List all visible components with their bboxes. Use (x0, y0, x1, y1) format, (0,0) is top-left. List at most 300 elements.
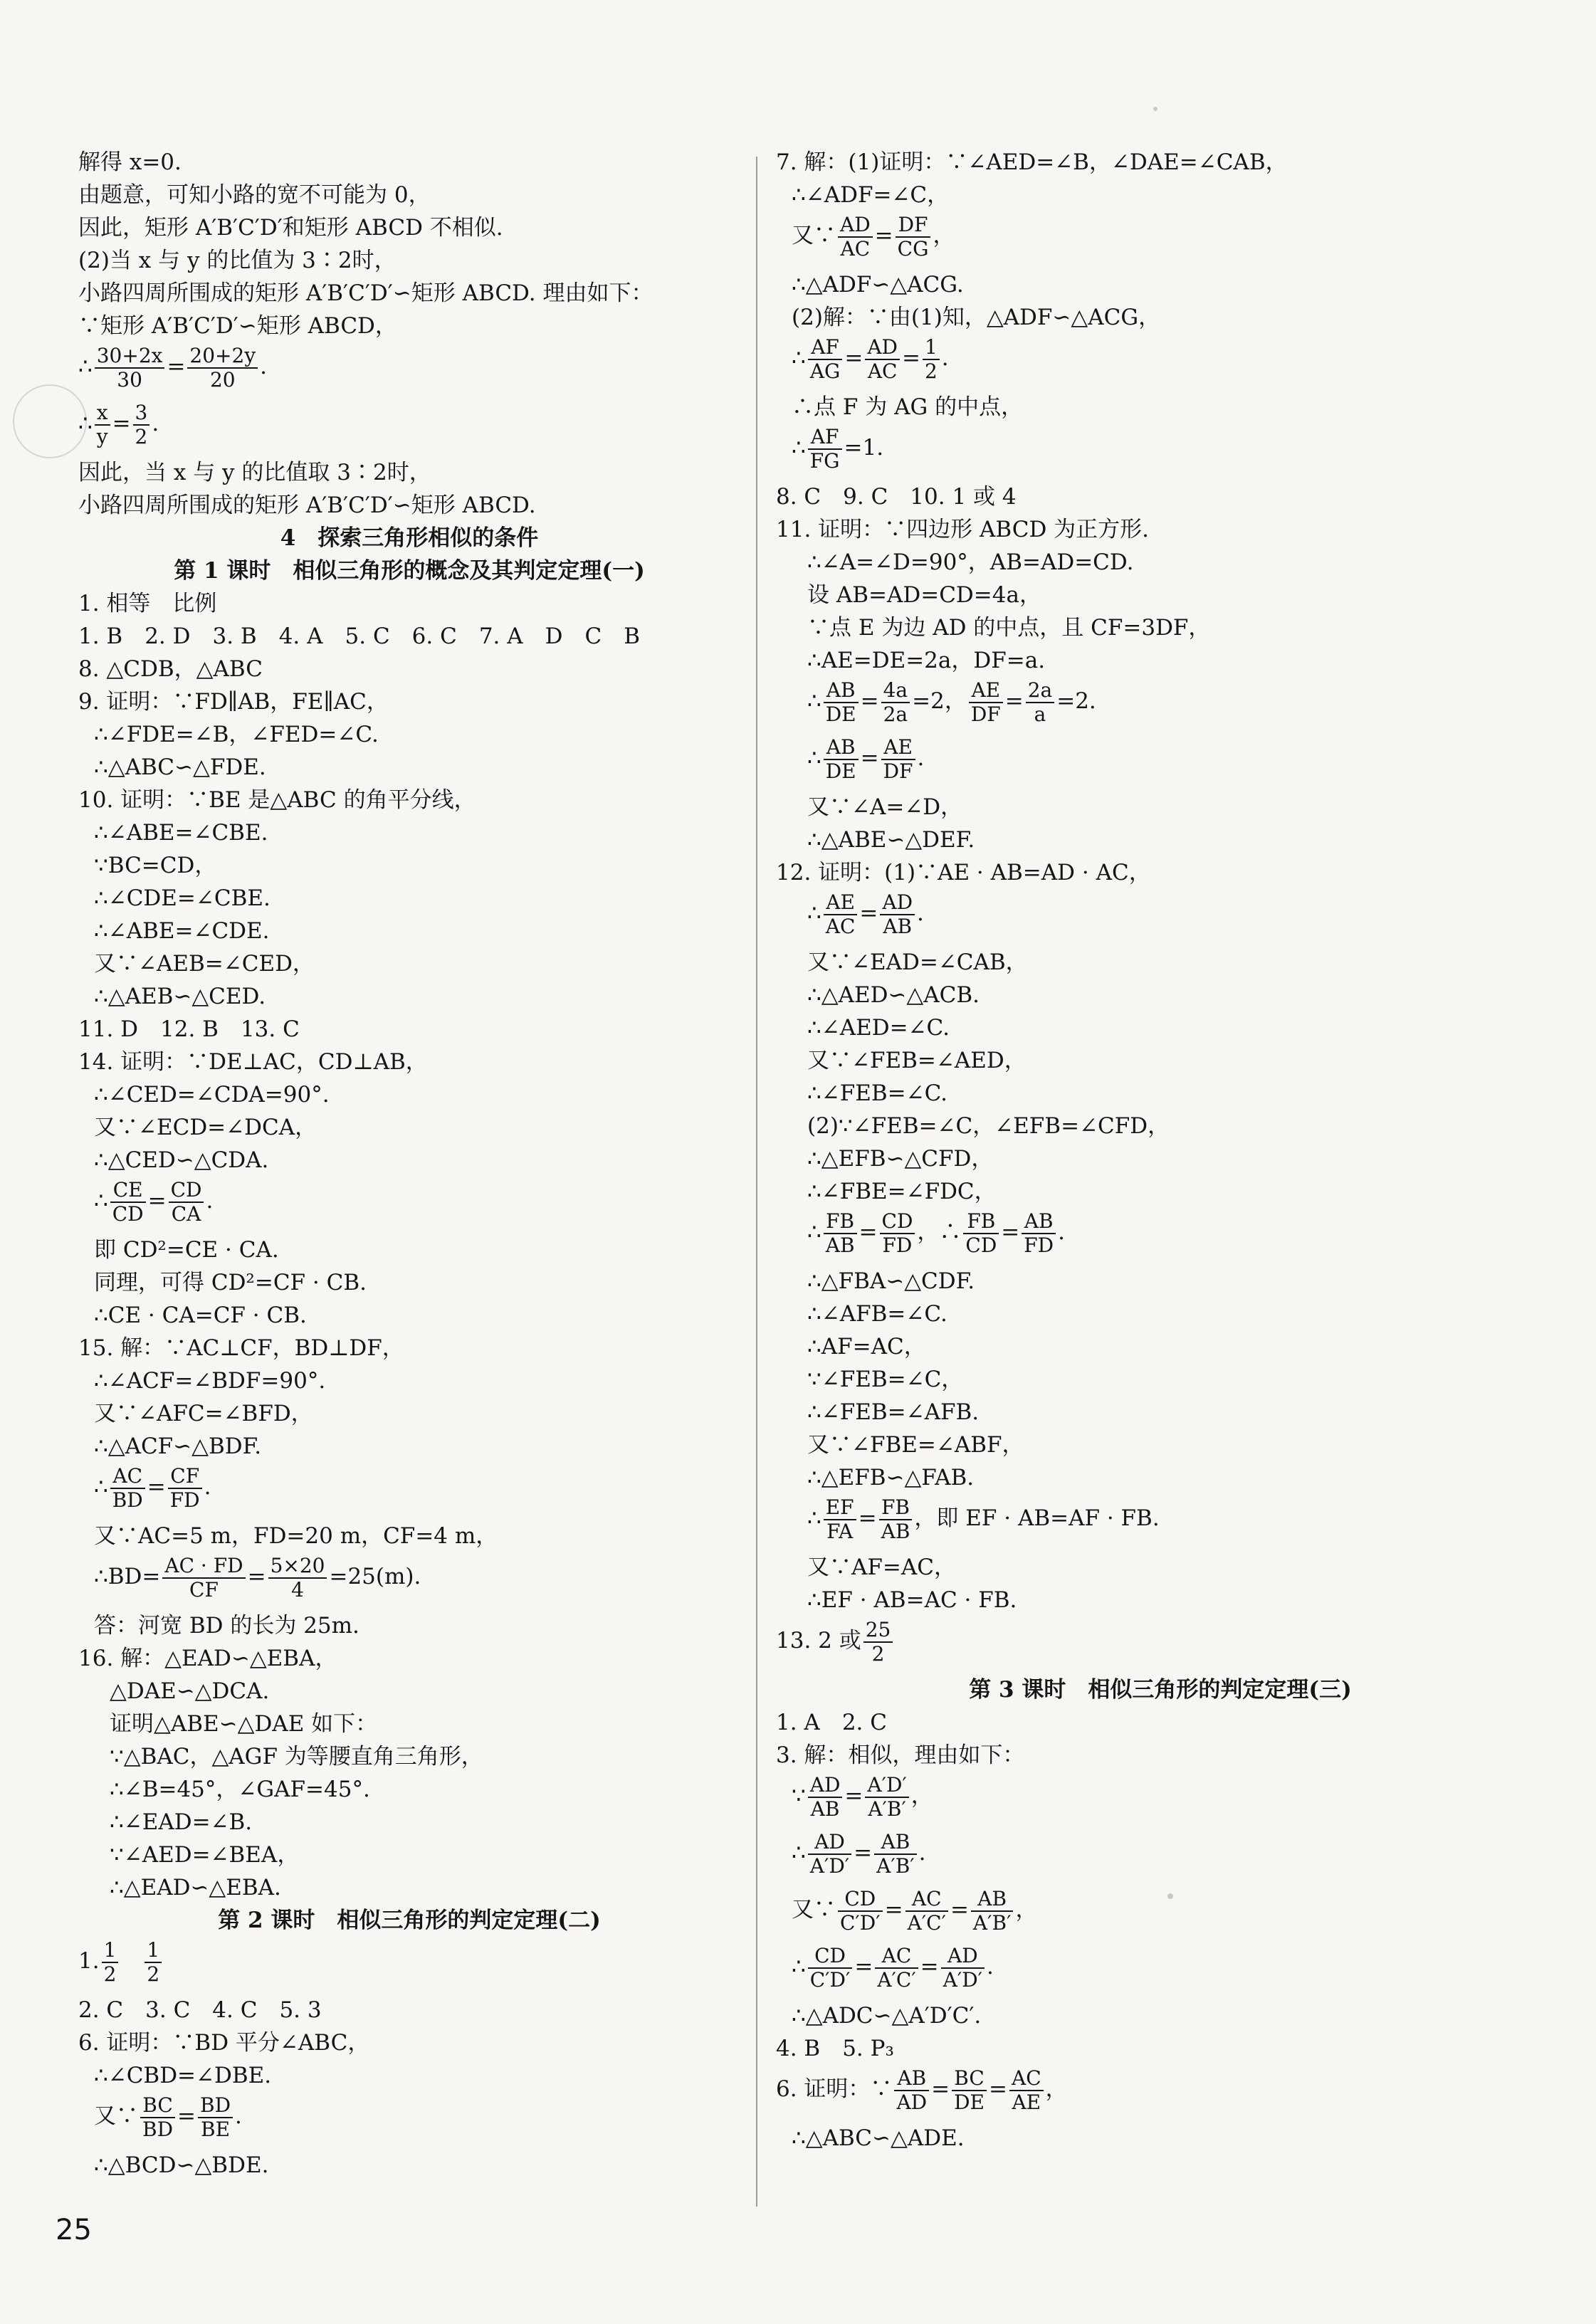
denominator: AC (825, 914, 856, 938)
denominator: AC (840, 236, 871, 261)
fraction (198, 2094, 233, 2141)
numerator: CD (880, 1210, 915, 1234)
answer-line: 又∵AC=5 m，FD=20 m，CF=4 m， (94, 1523, 498, 1549)
answer-line: 小路四周所围成的矩形 A′B′C′D′∽矩形 ABCD. (78, 493, 536, 518)
denominator: DE (825, 702, 856, 726)
denominator: A′C′ (907, 1910, 946, 1935)
text-run: 13. 2 或 (776, 1628, 861, 1653)
answer-line (78, 2092, 740, 2149)
answer-line: ∵∠AED=∠BEA， (110, 1842, 300, 1868)
text-run: = (988, 2076, 1007, 2102)
answer-line (776, 1494, 1545, 1551)
numerator: 1 (145, 1939, 162, 1963)
text-run: 1. (78, 1948, 100, 1974)
answer-line: ∴△ABC∽△ADE. (792, 2125, 965, 2151)
denominator: a (1034, 702, 1046, 726)
text-run: . (987, 1954, 994, 1979)
answer-line: ∴∠B=45°，∠GAF=45°. (110, 1777, 370, 1802)
answer-line: (2)当 x 与 y 的比值为 3∶2时， (78, 248, 397, 273)
text-run: ∴ (807, 900, 821, 926)
numerator: AF (808, 336, 843, 360)
numerator: CD (808, 1945, 853, 1969)
answer-line: 又∵∠ECD=∠DCA， (94, 1115, 317, 1140)
numerator: AC (905, 1888, 948, 1912)
text-run: = (844, 1783, 863, 1809)
text-run: ，即 EF · AB=AF · FB. (914, 1505, 1160, 1531)
text-run: . (235, 2103, 242, 2129)
numerator: AB (971, 1888, 1014, 1912)
answer-line: 因此，当 x 与 y 的比值取 3∶2时， (78, 460, 431, 485)
numerator: AC (875, 1945, 918, 1969)
fraction (971, 1888, 1014, 1935)
denominator: C′D′ (809, 1967, 851, 1992)
denominator: 20 (209, 367, 236, 391)
numerator: AB (1022, 1210, 1056, 1234)
fraction (865, 336, 900, 383)
text-run: . (152, 411, 159, 436)
text-run: =25(m). (329, 1564, 421, 1589)
answer-line: ∵∠FEB=∠C， (807, 1367, 964, 1392)
answer-line: ∵矩形 A′B′C′D′∽矩形 ABCD， (78, 313, 397, 339)
fraction (896, 214, 931, 261)
numerator: BC (140, 2094, 175, 2118)
numerator: AC (1009, 2067, 1044, 2091)
text-run: ∴ (807, 1219, 821, 1245)
text-run: = (147, 1474, 166, 1500)
answer-line: ∴∠ADF=∠C， (792, 182, 950, 208)
text-run: = (844, 345, 863, 371)
fraction (110, 1179, 146, 1226)
fraction (110, 1465, 145, 1512)
answer-line: ∴△FBA∽△CDF. (807, 1268, 975, 1294)
text-run: = (177, 2103, 196, 2129)
fraction (905, 1888, 948, 1935)
answer-line: 3. 解：相似，理由如下： (776, 1742, 1025, 1768)
answer-line: ∴△EFB∽△CFD， (807, 1146, 994, 1172)
answer-line: ∵BC=CD， (94, 853, 217, 878)
answer-line: 1. A 2. C (776, 1710, 887, 1735)
denominator: FA (826, 1519, 854, 1543)
text-run: ∴ (792, 1840, 806, 1866)
answer-line: 6. 证明：∵BD 平分∠ABC， (78, 2030, 370, 2056)
text-run: ∴ (807, 688, 821, 714)
fraction (187, 345, 258, 391)
denominator: BD (142, 2117, 174, 2141)
fraction (824, 891, 858, 938)
fraction (808, 336, 843, 383)
text-run: = (247, 1564, 266, 1589)
text-run: = (854, 1954, 873, 1979)
fraction (824, 736, 859, 783)
fraction (808, 1945, 853, 1992)
section-heading: 第 1 课时 相似三角形的概念及其判定定理(一) (174, 558, 645, 584)
answer-line: ∴△CED∽△CDA. (94, 1147, 269, 1173)
numerator: AB (824, 736, 859, 760)
answer-line: 11. D 12. B 13. C (78, 1016, 300, 1042)
text-run: . (918, 1840, 926, 1866)
answer-line (776, 1942, 1545, 1999)
answer-line: ∴∠ACF=∠BDF=90°. (94, 1368, 326, 1394)
denominator: A′B′ (876, 1854, 915, 1878)
text-run: ∵ (792, 1783, 806, 1809)
numerator: AE (824, 891, 858, 915)
text-run: ∴ (94, 1188, 108, 1214)
answer-line: ∴∠FBE=∠FDC， (807, 1179, 997, 1204)
numerator: 2a (1026, 679, 1055, 703)
answer-line: (2)∵∠FEB=∠C，∠EFB=∠CFD， (807, 1113, 1170, 1139)
answer-line: 15. 解：∵AC⊥CF，BD⊥DF， (78, 1335, 404, 1361)
denominator: A′C′ (877, 1967, 916, 1992)
numerator: AD (941, 1945, 985, 1969)
answer-line: 1. 相等 比例 (78, 591, 217, 616)
text-run: ∴ (94, 1474, 108, 1500)
section-heading: 第 2 课时 相似三角形的判定定理(二) (218, 1908, 601, 1933)
answer-line: 解得 x=0. (78, 149, 182, 175)
answer-line: 11. 证明：∵四边形 ABCD 为正方形. (776, 517, 1150, 542)
numerator: BC (952, 2067, 987, 2091)
text-run: ∴ (807, 745, 821, 771)
fraction (969, 679, 1003, 726)
text-run: = (860, 745, 879, 771)
fraction (1009, 2067, 1044, 2114)
numerator: 3 (133, 401, 150, 426)
text-run: ∴ (78, 411, 93, 436)
denominator: AB (825, 1233, 855, 1257)
answer-line (78, 399, 740, 456)
denominator: AB (883, 914, 913, 938)
answer-line: 10. 证明：∵BE 是△ABC 的角平分线， (78, 787, 476, 813)
answer-line: 9. 证明：∵FD∥AB，FE∥AC， (78, 689, 389, 715)
fraction (1026, 679, 1055, 726)
answer-line: ∴∠ABE=∠CBE. (94, 820, 268, 846)
text-run: . (941, 345, 949, 371)
fraction (838, 1888, 883, 1935)
fraction (808, 426, 842, 473)
denominator: y (96, 424, 108, 448)
answer-line: ∴△ADC∽△A′D′C′. (792, 2003, 982, 2029)
answer-line (78, 1463, 740, 1520)
denominator: AB (810, 1797, 840, 1821)
numerator: 1 (923, 336, 940, 360)
answer-line: 16. 解：△EAD∽△EBA， (78, 1646, 337, 1671)
denominator: A′B′ (972, 1910, 1012, 1935)
numerator: FB (963, 1210, 999, 1234)
denominator: BD (112, 1488, 143, 1512)
numerator: AB (824, 679, 859, 703)
fraction (874, 1831, 917, 1878)
fraction (879, 1496, 913, 1543)
fraction (102, 1939, 119, 1986)
answer-line (776, 1208, 1545, 1265)
fraction (808, 1774, 843, 1821)
text-run: = (1004, 688, 1024, 714)
numerator: 4a (881, 679, 910, 703)
answer-line: ∴AF=AC， (807, 1334, 926, 1360)
text-run: . (917, 745, 925, 771)
numerator: AD (808, 1774, 843, 1798)
numerator: x (95, 401, 110, 426)
fraction (1022, 1210, 1056, 1257)
fraction (824, 1496, 856, 1543)
answer-line: 8. △CDB，△ABC (78, 656, 263, 682)
numerator: 30+2x (95, 345, 165, 369)
text-run: = (858, 1505, 877, 1531)
numerator: AC · FD (162, 1555, 245, 1579)
answer-line: 14. 证明：∵DE⊥AC，CD⊥AB， (78, 1049, 428, 1075)
denominator: AB (881, 1519, 910, 1543)
answer-line (776, 889, 1545, 946)
denominator: 2a (883, 702, 908, 726)
answer-line: 答：河宽 BD 的长为 25m. (94, 1613, 359, 1639)
denominator: DE (825, 759, 856, 783)
denominator: DE (954, 2090, 985, 2114)
denominator: 2 (135, 424, 148, 448)
answer-line (78, 1177, 740, 1234)
fraction (865, 1774, 908, 1821)
answer-line: 设 AB=AD=CD=4a， (807, 582, 1041, 608)
left-column (78, 146, 740, 2182)
answer-line: ∴△ADF∽△ACG. (792, 272, 964, 298)
numerator: A′D′ (865, 1774, 908, 1798)
numerator: CD (838, 1888, 883, 1912)
numerator: 20+2y (187, 345, 258, 369)
numerator: FB (824, 1210, 857, 1234)
answer-line: ∴∠AED=∠C. (807, 1015, 950, 1041)
numerator: AF (808, 426, 842, 450)
answer-line (776, 334, 1545, 391)
denominator: AG (809, 359, 841, 383)
denominator: A′D′ (943, 1967, 983, 1992)
numerator: 25 (863, 1619, 893, 1643)
text-run: ∴ (792, 345, 806, 371)
fraction (952, 2067, 987, 2114)
text-run: ∴ (78, 354, 93, 379)
answer-line: 8. C 9. C 10. 1 或 4 (776, 484, 1017, 510)
answer-line: 12. 证明：(1)∵AE · AB=AD · AC， (776, 860, 1151, 885)
answer-line: 证明△ABE∽△DAE 如下： (110, 1711, 378, 1737)
right-column (776, 146, 1545, 2155)
numerator: AD (808, 1831, 851, 1855)
denominator: 2 (103, 1962, 117, 1986)
numerator: AE (969, 679, 1003, 703)
answer-line: ∴EF · AB=AC · FB. (807, 1587, 1017, 1613)
text-run: = (884, 1897, 903, 1923)
answer-line: ∴∠ABE=∠CDE. (94, 918, 270, 944)
fraction (824, 1210, 857, 1257)
text-run: = (1001, 1219, 1020, 1245)
text-run: =1. (844, 435, 884, 461)
text-run: = (901, 345, 920, 371)
answer-line: 又∵∠FEB=∠AED， (807, 1048, 1027, 1073)
page-number: 25 (56, 2214, 92, 2246)
answer-line (776, 677, 1545, 734)
denominator: FD (882, 1233, 913, 1257)
fraction (875, 1945, 918, 1992)
text-run: = (147, 1188, 167, 1214)
denominator: CA (171, 1202, 201, 1226)
denominator: AD (896, 2090, 928, 2114)
answer-line: ∴CE · CA=CF · CB. (94, 1303, 307, 1328)
answer-line: 又∵∠EAD=∠CAB， (807, 950, 1028, 975)
fraction (894, 2067, 929, 2114)
answer-line: 由题意，可知小路的宽不可能为 0， (78, 182, 431, 208)
answer-line: 1. B 2. D 3. B 4. A 5. C 6. C 7. A D C B (78, 624, 641, 649)
text-run: =2， (912, 688, 967, 714)
numerator: AD (838, 214, 873, 238)
answer-line (78, 1552, 740, 1609)
denominator: AE (1012, 2090, 1041, 2114)
fraction (140, 2094, 175, 2141)
numerator: CF (168, 1465, 202, 1489)
answer-line: ∴点 F 为 AG 的中点， (792, 394, 1024, 420)
text-run: ， (910, 1783, 933, 1809)
answer-line: 即 CD²=CE · CA. (94, 1237, 279, 1263)
numerator: AC (110, 1465, 145, 1489)
fraction (941, 1945, 985, 1992)
fraction (881, 679, 910, 726)
fraction (95, 401, 110, 448)
answer-line: △DAE∽△DCA. (110, 1678, 270, 1704)
denominator: AC (867, 359, 898, 383)
answer-line: ∴∠EAD=∠B. (110, 1809, 253, 1835)
text-run: . (260, 354, 268, 379)
answer-line: ∴AE=DE=2a，DF=a. (807, 648, 1046, 673)
answer-line: 同理，可得 CD²=CF · CB. (94, 1270, 367, 1295)
answer-line: 又∵∠AEB=∠CED， (94, 951, 315, 977)
answer-line: (2)解：∵由(1)知，△ADF∽△ACG， (792, 305, 1161, 330)
fraction (95, 345, 165, 391)
text-run: . (1058, 1219, 1065, 1245)
answer-line (776, 2065, 1545, 2122)
text-run: = (859, 900, 878, 926)
text-run: = (874, 223, 893, 248)
numerator: CD (169, 1179, 204, 1203)
text-run: . (204, 1474, 211, 1500)
denominator: C′D′ (840, 1910, 881, 1935)
column-divider (756, 157, 757, 2207)
denominator: DF (970, 702, 1001, 726)
answer-line: 又∵∠A=∠D， (807, 794, 963, 820)
answer-line: ∴△AEB∽△CED. (94, 984, 266, 1009)
numerator: FB (879, 1496, 913, 1520)
answer-line (776, 424, 1545, 480)
section-heading: 第 3 课时 相似三角形的判定定理(三) (969, 1677, 1352, 1703)
numerator: DF (896, 214, 931, 238)
answer-line (776, 1829, 1545, 1886)
denominator: FD (1024, 1233, 1054, 1257)
section-heading: 4 探索三角形相似的条件 (280, 525, 539, 551)
denominator: 4 (291, 1577, 304, 1602)
answer-line: ∵点 E 为边 AD 的中点，且 CF=3DF， (807, 615, 1211, 641)
text-run: . (206, 1188, 214, 1214)
answer-line (776, 734, 1545, 791)
fraction (824, 679, 859, 726)
fraction (963, 1210, 999, 1257)
text-run: = (920, 1954, 939, 1979)
text-run: ∴ (792, 435, 806, 461)
denominator: CD (965, 1233, 997, 1257)
denominator: FD (169, 1488, 200, 1512)
denominator: A′D′ (809, 1854, 850, 1878)
answer-line (776, 1772, 1545, 1829)
text-run: = (167, 354, 186, 379)
denominator: BE (201, 2117, 231, 2141)
answer-line: 2. C 3. C 4. C 5. 3 (78, 1997, 322, 2023)
text-run: = (859, 1219, 878, 1245)
text-run: . (917, 900, 924, 926)
text-run: 又∵ (94, 2103, 138, 2129)
numerator: AB (894, 2067, 929, 2091)
text-run: ， (933, 223, 955, 248)
text-run: ∴ (807, 1505, 821, 1531)
answer-line: ∴∠A=∠D=90°，AB=AD=CD. (807, 550, 1134, 575)
fraction (923, 336, 940, 383)
text-run: ∴BD= (94, 1564, 161, 1589)
text-run: = (931, 2076, 950, 2102)
text-run: 又∵ (792, 1897, 836, 1923)
answer-line: ∴△BCD∽△BDE. (94, 2152, 269, 2178)
denominator: CD (112, 1202, 144, 1226)
fraction (880, 891, 915, 938)
answer-line: ∴△ACF∽△BDF. (94, 1434, 262, 1459)
answer-line: ∴△AED∽△ACB. (807, 982, 980, 1008)
fraction (838, 214, 873, 261)
answer-line: ∴△ABC∽△FDE. (94, 754, 266, 780)
numerator: AD (865, 336, 900, 360)
answer-line: 4. B 5. P₃ (776, 2036, 894, 2061)
answer-line: ∴△EFB∽△FAB. (807, 1465, 975, 1490)
numerator: AB (874, 1831, 917, 1855)
answer-line (776, 211, 1545, 268)
fraction (863, 1619, 893, 1666)
text-run: 又∵ (792, 223, 836, 248)
fraction (133, 401, 150, 448)
denominator: CF (189, 1577, 219, 1602)
text-run: = (854, 1840, 873, 1866)
fraction (162, 1555, 245, 1602)
text-run: = (112, 411, 131, 436)
answer-line: ∴∠CED=∠CDA=90°. (94, 1082, 330, 1108)
denominator: 30 (117, 367, 142, 391)
fraction (169, 1179, 204, 1226)
denominator: 2 (871, 1641, 885, 1666)
denominator: 2 (147, 1962, 160, 1986)
scan-speck (1153, 107, 1157, 111)
answer-line: ∴∠CBD=∠DBE. (94, 2063, 272, 2088)
answer-line: 又∵∠FBE=∠ABF， (807, 1432, 1024, 1458)
answer-line: ∴∠CDE=∠CBE. (94, 885, 271, 911)
answer-line: ∴∠FDE=∠B，∠FED=∠C. (94, 722, 379, 747)
text-run: = (860, 688, 879, 714)
answer-line (776, 1616, 1545, 1673)
numerator: AD (880, 891, 915, 915)
answer-line: ∴∠AFB=∠C. (807, 1301, 947, 1327)
fraction (168, 1465, 202, 1512)
answer-line (776, 1886, 1545, 1942)
numerator: 5×20 (268, 1555, 327, 1579)
answer-line (78, 342, 740, 399)
text-run (120, 1948, 142, 1974)
answer-line: 又∵AF=AC， (807, 1555, 956, 1580)
answer-line: 7. 解：(1)证明：∵∠AED=∠B，∠DAE=∠CAB， (776, 149, 1288, 175)
answer-line: ∴∠FEB=∠C. (807, 1080, 948, 1106)
stamp-mark (13, 384, 87, 458)
numerator: EF (824, 1496, 856, 1520)
answer-line: 又∵∠AFC=∠BFD， (94, 1401, 313, 1426)
text-run: ∴ (792, 1954, 806, 1979)
text-run: ， (1015, 1897, 1038, 1923)
answer-line (78, 1937, 740, 1994)
